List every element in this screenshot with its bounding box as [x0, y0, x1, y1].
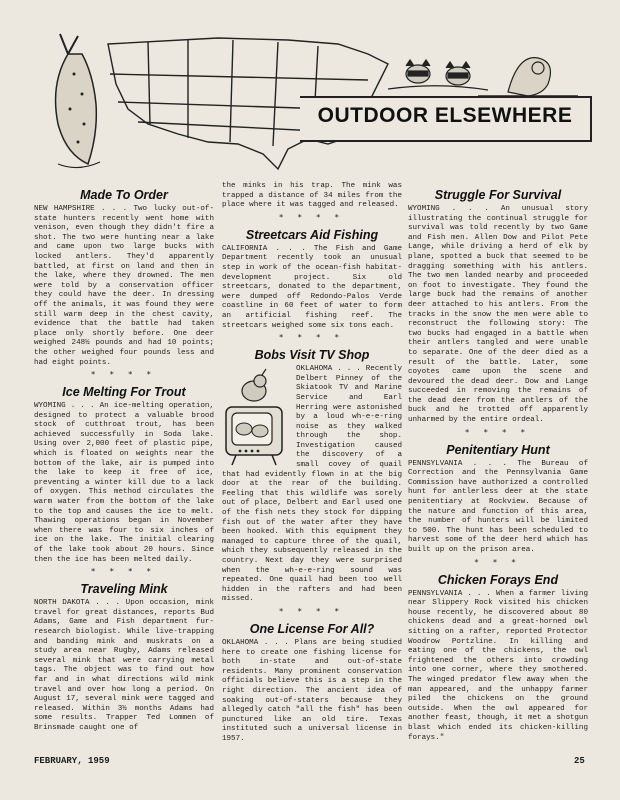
article-body: CALIFORNIA . . . The Fish and Game Department recently took an unusual step in work of the ocean-fish habitat-development project. Six old streetcars, donated to the department, were dumped off Redondo-Palos Verde coastline in 60 feet of water to form an artificial fishing reef. The streetcars weighed some six tons each. [222, 244, 402, 330]
page-number: 25 [574, 756, 585, 766]
footer-date: FEBRUARY, 1959 [34, 756, 110, 766]
article-body: NEW HAMPSHIRE . . . Two lucky out-of-state hunters recently went home with venison, even though they didn't fire a shot. The two were hunting near a lake and came upon two large bucks with locked antlers. They'd apparently battled, at first on land and then in the lake, where they drowned. The men were told by a conservation officer they could have the deer. In dressing off the animals, it was found they were still warm deep in the chest cavity, evidence that the battle had taken place only shortly before. One deer weighed 248½ pounds and had 10 points; the other weighed four pounds less and had eight points. [34, 205, 214, 367]
article-body: WYOMING . . . An unusual story illustrating the continual struggle for survival was told recently by two Game and Fish men. Allen Dow and Pilot Pete Lange, while driving a herd of elk by plane, spotted a buck that seemed to be dragging something with his antlers. The two men landed nearby and proceeded on foot to investigate. They found the large buck had the remains of another deer attached to his antlers. From the tracks in the snow the men were able to reconstruct the following story: The two bucks had engaged in a battle when their antlers tangled and were unable to separate. One of the deer died as a result of the battle. Later, some coyotes came upon the scene and devoured the dead deer. Dow and Lange succeeded in removing the remains of the dead deer from the antlers of the buck and he trotted off apparently unharmed by the entire ordeal. [408, 205, 588, 425]
article-traveling-mink-continued [222, 182, 402, 222]
column-1 [34, 182, 214, 734]
squirrel-icon [478, 58, 578, 96]
tv-quail-illustration [222, 367, 292, 467]
separator-stars: * * * * [279, 606, 345, 616]
article-streetcars-aid-fishing [222, 228, 402, 342]
article-ice-melting-for-trout [34, 385, 214, 576]
article-title: Made To Order [80, 188, 168, 202]
separator-stars: * * * * [465, 427, 531, 437]
article-struggle-for-survival [408, 188, 588, 437]
separator-stars: * * * * [91, 567, 157, 577]
article-title: Chicken Forays End [437, 572, 559, 587]
article-title: Traveling Mink [80, 582, 168, 597]
article-one-license-for-all [222, 622, 402, 745]
article-title: Struggle For Survival [434, 188, 562, 202]
article-body: OKLAHOMA . . . Plans are being studied here to create one fishing license for both in-state and out-of-state residents. Many prominent conservation officials believe this is a step in the right direction. The ancient idea of soaking out-of-staters because they allegedly catch "all the fish" has been punctured like an old tire. Texas instituted such a universal license in 1957. [222, 638, 402, 743]
tv-icon [222, 367, 292, 467]
separator-stars: * * * [474, 557, 522, 567]
article-title: Bobs Visit TV Shop [254, 348, 370, 363]
separator-stars: * * * * [91, 370, 157, 380]
article-body-continued: the minks in his trap. The mink was trapped a distance of 34 miles from the place where it was tagged and released. [222, 182, 402, 210]
article-made-to-order [34, 188, 214, 379]
header-title-box [300, 96, 592, 142]
header-illustration [38, 14, 598, 176]
trout-icon [56, 34, 100, 168]
article-traveling-mink [34, 582, 214, 733]
article-penitentiary-hunt [408, 443, 588, 567]
article-title: One License For All? [249, 621, 375, 636]
article-title: Streetcars Aid Fishing [245, 227, 379, 242]
raccoon-icon [388, 60, 488, 90]
column-2 [222, 182, 402, 745]
separator-stars: * * * * [279, 212, 345, 222]
page-title: OUTDOOR ELSEWHERE [317, 104, 573, 127]
column-3 [408, 182, 588, 743]
article-body: PENNSYLVANIA . . . When a farmer living near Slippery Rock visited his chicken house recently, he discovered about 80 chickens dead and a great-horned owl sitting on a rafter, reported Protector Woodrow Portzline. In killing and eating one of the chickens, the owl frightened the others into crowding into one corner, where they smothered. The winged predator flew away when the man appeared, and the unhappy farmer piled the chickens on the ground outside. When the owl appeared for another feast, though, it met a shotgun blast which ended its chicken-killing forays." [408, 589, 588, 742]
article-title: Ice Melting For Trout [62, 385, 186, 400]
article-chicken-forays-end [408, 573, 588, 744]
separator-stars: * * * * [279, 333, 345, 343]
article-bobs-visit-tv-shop [222, 348, 402, 616]
article-body: WYOMING . . . An ice-melting operation, designed to protect a valuable brood stock of cutthroat trout, has been achieved successfully in Soda lake. Using over 2,000 feet of plastic pipe, which is floated on weights near the bottom of the lake, air is pumped into the lake to keep it free of ice, preventing a winter kill due to a lack of oxygen. This method circulates the warm water from the bottom of the lake to the top and causes the ice to melt. Thawing operations began in November when there was four to six inches of ice on the lake. The initial clearing of the lake took about 20 hours. Since then the ice has been melted daily. [34, 402, 214, 564]
article-title: Penitentiary Hunt [446, 442, 550, 457]
article-body: OKLAHOMA . . . Recently Delbert Pinney of the Skiatook TV and Marine Service and Earl Herring were astonished by a loud wh-e-e-ring noise as they walked through the shop. Investigation caused the discovery of a small covey of quail that had evidently flown in at the big door at the rear of the building. Feeling that this wildlife was sorely out of place, Delbert and Earl used one of the fish nets they stock for dipping fish out of the water after they have been hooked. With this equipment they managed to capture three of the quail, which they subsequently released in the country. Next day they were surprised when the wh-e-e-ring sound was repeated. One quail had been too well hidden in the rafters and had been missed. [222, 365, 402, 604]
article-body: PENNSYLVANIA . . . The Bureau of Correction and the Pennsylvania Game Commission have authorized a controlled hunt for antlerless deer at the state penitentiary at Rockview. Because of the nature and function of this area, the number of hunters will be limited to 500. The hunt has been scheduled to harvest some of the deer herd which has built up on the prison area. [408, 459, 588, 554]
article-body: NORTH DAKOTA . . . Upon occasion, mink travel for great distances, reports Bud Adams, Game and Fish department fur-research biologist. While live-trapping and banding mink and muskrats on a study area near Rugby, Adams released several mink that were carrying metal tags. The object was to find out how far and in what directions wild mink travel and over how long a period. On August 17, several mink were tagged and released. Within 3½ months Adams had some results. Trapper Ted Lommen of Brinsmade caught one of [34, 599, 214, 732]
